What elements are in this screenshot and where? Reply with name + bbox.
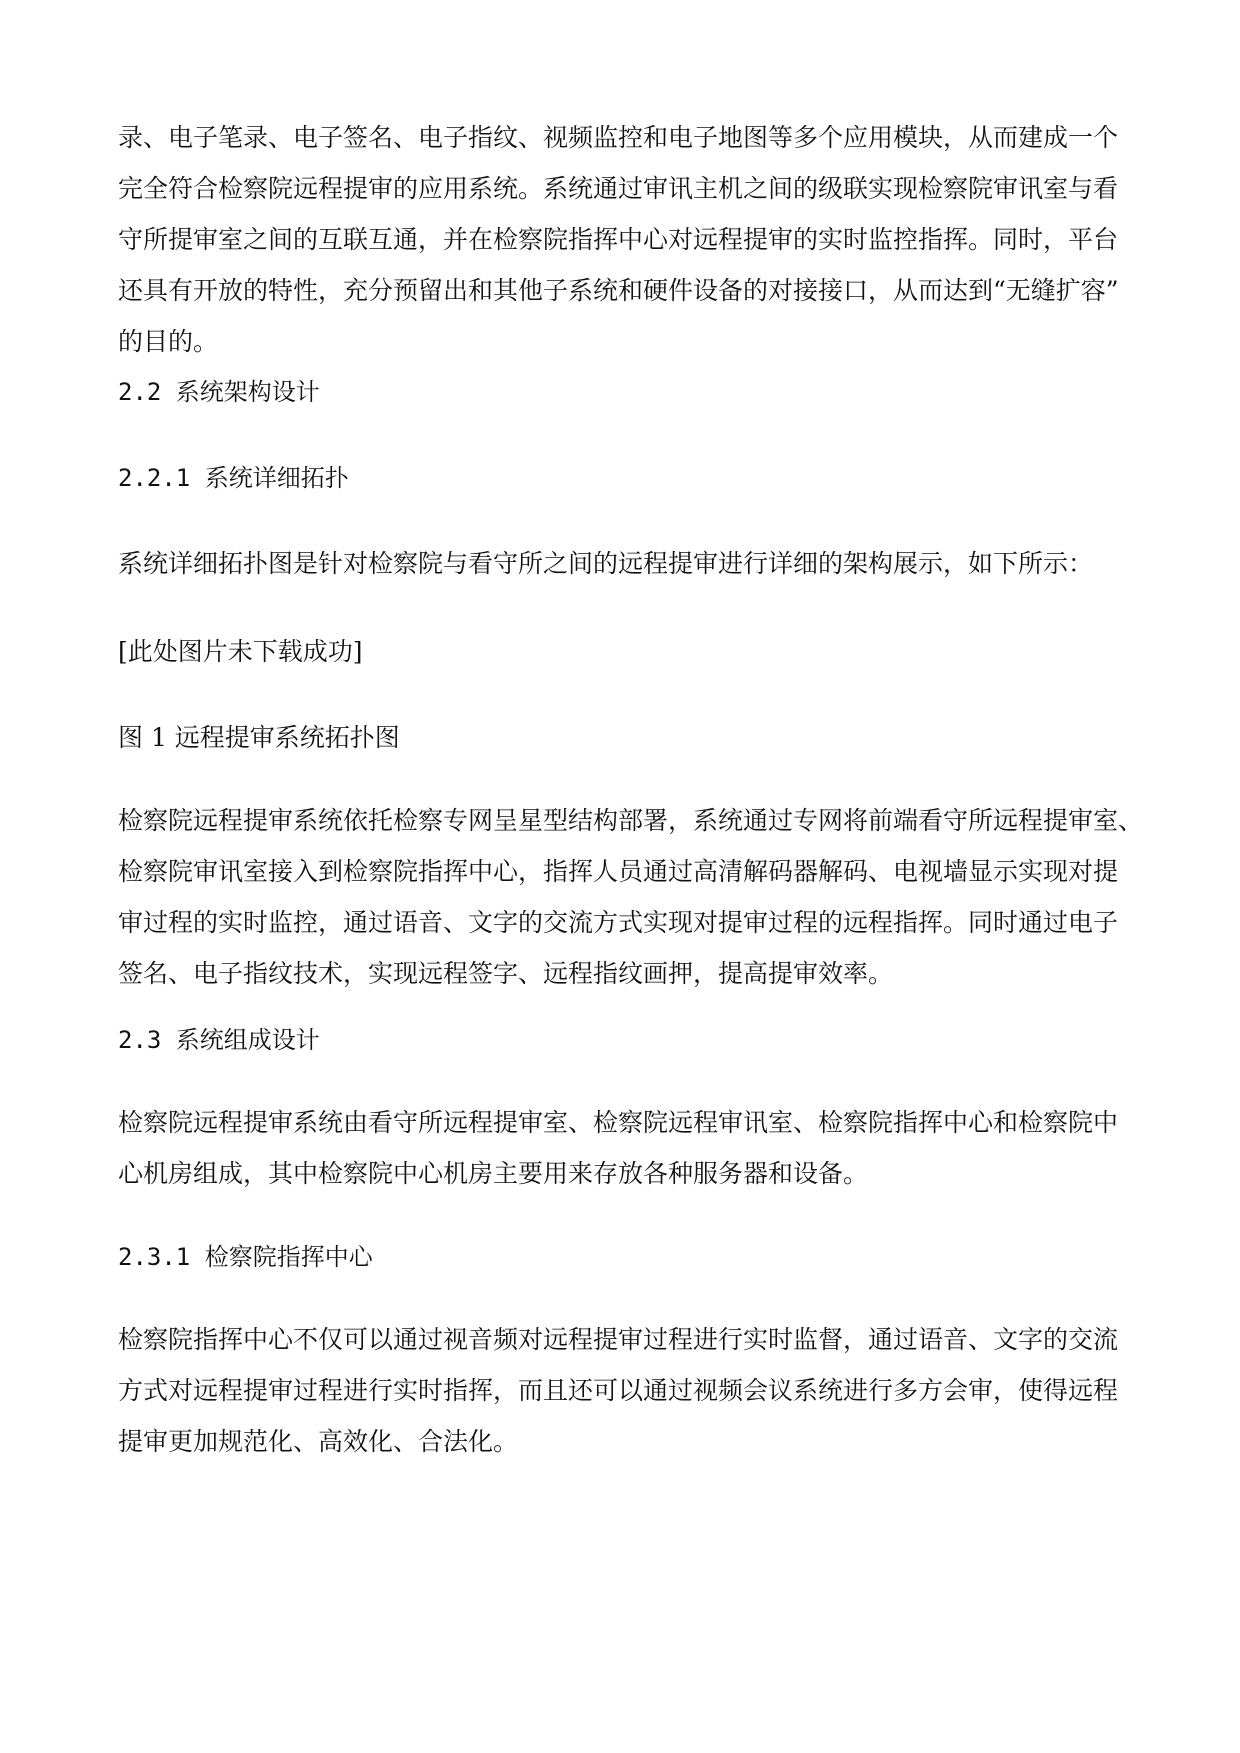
intro-paragraph (118, 112, 1119, 367)
text-line: 检察院指挥中心不仅可以通过视音频对远程提审过程进行实时监督，通过语音、文字的交流 (118, 1325, 1119, 1354)
text-line: 提审更加规范化、高效化、合法化。 (118, 1427, 519, 1456)
section-heading-2-2: 2.2 系统架构设计 (118, 378, 320, 406)
text-line: 签名、电子指纹技术，实现远程签字、远程指纹画押，提高提审效率。 (118, 959, 894, 988)
section-heading-2-3-1: 2.3.1 检察院指挥中心 (118, 1243, 373, 1271)
text-line: 方式对远程提审过程进行实时指挥，而且还可以通过视频会议系统进行多方会审，使得远程 (118, 1376, 1119, 1405)
image-placeholder: [此处图片未下载成功] (118, 637, 363, 666)
text-line: 还具有开放的特性，充分预留出和其他子系统和硬件设备的对接接口，从而达到“无缝扩容” (118, 276, 1119, 305)
text-line: 心机房组成，其中检察院中心机房主要用来存放各种服务器和设备。 (118, 1159, 869, 1188)
section-heading-2-3: 2.3 系统组成设计 (118, 1026, 320, 1054)
composition-paragraph (118, 1097, 1118, 1199)
topology-paragraph (118, 795, 1143, 999)
command-center-paragraph (118, 1314, 1118, 1467)
section-heading-2-2-1: 2.2.1 系统详细拓扑 (118, 464, 349, 492)
text-line: 的目的。 (118, 327, 219, 356)
text-line: 审过程的实时监控，通过语音、文字的交流方式实现对提审过程的远程指挥。同时通过电子 (118, 908, 1119, 937)
figure-caption: 图 1 远程提审系统拓扑图 (118, 723, 400, 752)
text-line: 检察院远程提审系统由看守所远程提审室、检察院远程审讯室、检察院指挥中心和检察院中 (118, 1108, 1119, 1137)
text-line: 检察院审讯室接入到检察院指挥中心，指挥人员通过高清解码器解码、电视墙显示实现对提 (118, 857, 1119, 886)
text-line: 完全符合检察院远程提审的应用系统。系统通过审讯主机之间的级联实现检察院审讯室与看 (118, 174, 1119, 203)
text-line: 守所提审室之间的互联互通，并在检察院指挥中心对远程提审的实时监控指挥。同时，平台 (118, 225, 1119, 254)
text-line: 录、电子笔录、电子签名、电子指纹、视频监控和电子地图等多个应用模块，从而建成一个 (118, 123, 1119, 152)
text-line: 检察院远程提审系统依托检察专网呈星型结构部署，系统通过专网将前端看守所远程提审室、 (118, 806, 1144, 835)
topology-intro: 系统详细拓扑图是针对检察院与看守所之间的远程提审进行详细的架构展示，如下所示： (118, 549, 1094, 578)
